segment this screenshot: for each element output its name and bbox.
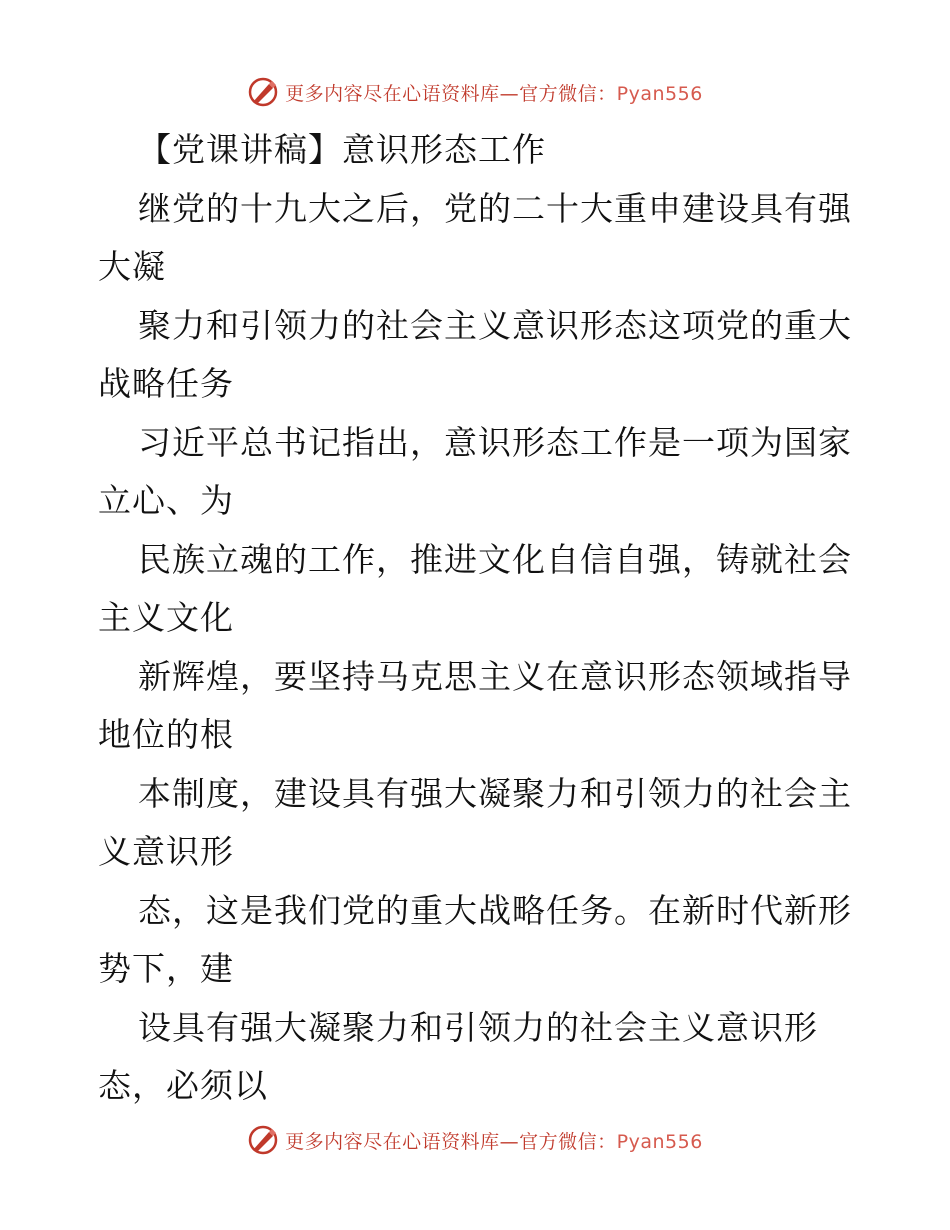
watermark-label: 更多内容尽在心语资料库—官方微信： [285, 82, 617, 105]
paragraph-line: 主义文化 [98, 598, 234, 637]
paragraph-line: 习近平总书记指出，意识形态工作是一项为国家 [138, 422, 852, 462]
watermark-label: 更多内容尽在心语资料库—官方微信： [285, 1130, 617, 1153]
paragraph-line: 民族立魂的工作，推进文化自信自强，铸就社会 [138, 539, 852, 579]
paragraph-line: 义意识形 [98, 832, 234, 871]
document-body [98, 121, 858, 1116]
paragraph-line: 新辉煌，要坚持马克思主义在意识形态领域指导 [138, 656, 852, 696]
watermark-handle: Pyan556 [616, 1130, 703, 1153]
paragraph-line: 战略任务 [98, 364, 234, 403]
paragraph-line: 设具有强大凝聚力和引领力的社会主义意识形 [138, 1007, 818, 1047]
paragraph-line: 【党课讲稿】意识形态工作 [138, 130, 546, 169]
paragraph-line: 大凝 [98, 247, 166, 286]
watermark-handle: Pyan556 [616, 82, 703, 105]
paragraph-line: 立心、为 [98, 481, 234, 520]
watermark-text [285, 1127, 703, 1154]
paragraph-line: 聚力和引领力的社会主义意识形态这项党的重大 [138, 305, 852, 345]
header-watermark [0, 72, 950, 112]
paragraph-line: 本制度，建设具有强大凝聚力和引领力的社会主 [138, 773, 852, 813]
paragraph-line: 态，这是我们党的重大战略任务。在新时代新形 [138, 890, 852, 930]
paragraph-line: 态，必须以 [98, 1066, 268, 1105]
pen-logo-icon [247, 1124, 279, 1156]
footer-watermark [0, 1120, 950, 1160]
paragraph-line: 势下，建 [98, 949, 234, 988]
paragraph-line: 地位的根 [98, 715, 234, 754]
watermark-text [285, 79, 703, 106]
paragraph-line: 继党的十九大之后，党的二十大重申建设具有强 [138, 188, 852, 228]
pen-logo-icon [247, 76, 279, 108]
